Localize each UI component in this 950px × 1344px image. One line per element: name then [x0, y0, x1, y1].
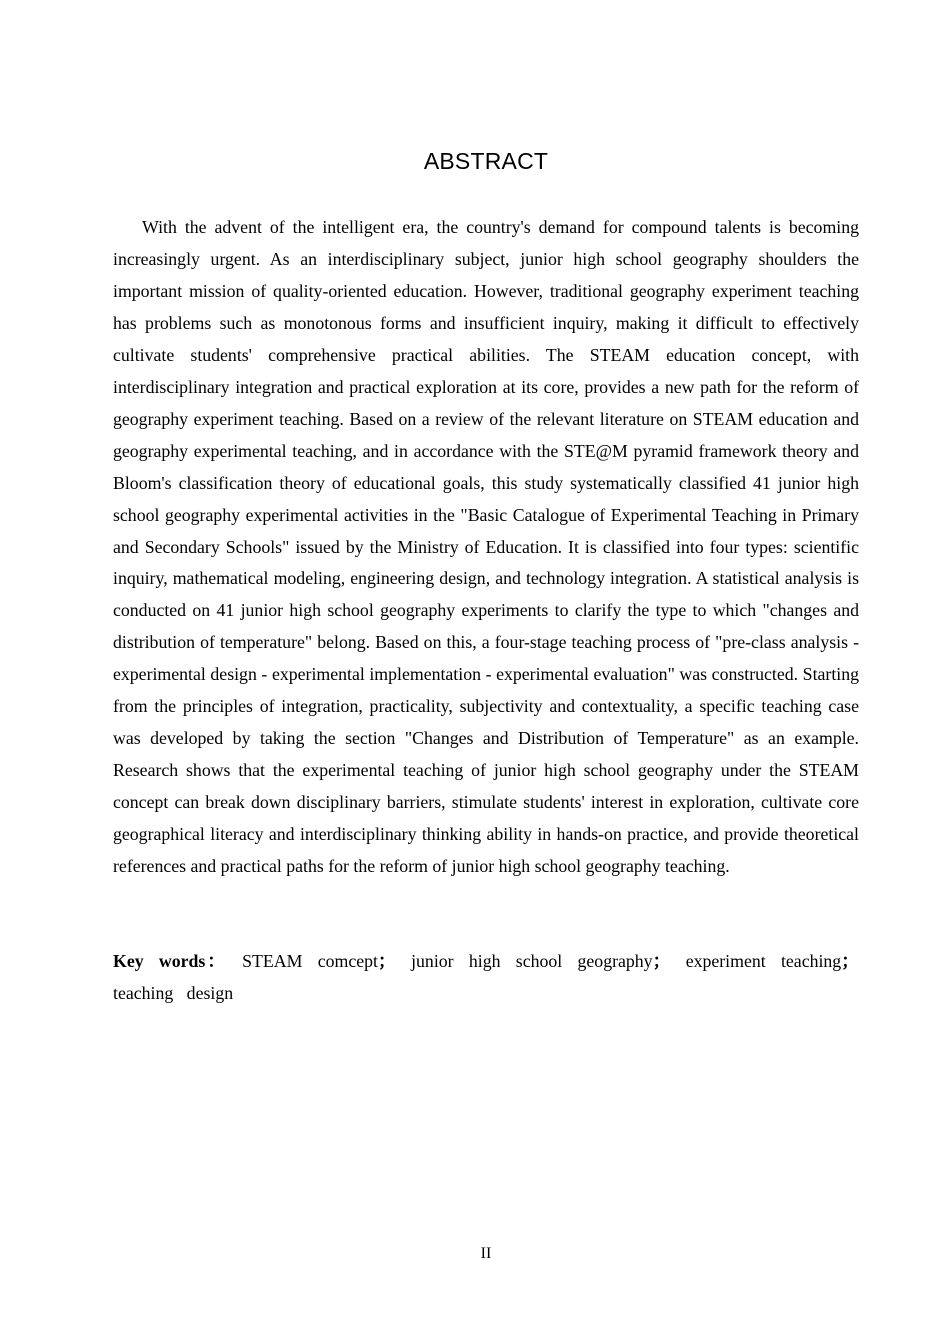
keyword-item: STEAM comcept: [242, 951, 378, 971]
keyword-item: teaching design: [113, 982, 234, 1003]
page-number: II: [480, 1245, 492, 1262]
keyword-item: junior high school geography: [411, 951, 653, 971]
keyword-item: experiment teaching: [685, 951, 842, 971]
keyword-separator: ；: [377, 951, 396, 971]
abstract-paragraph: With the advent of the intelligent era, the country's demand for compound talents is becoming increasingly urgent. As an interdisciplinary subject, junior high school geography shoulders the important mission of quality-oriented education. However, traditional geography experiment teaching has problems such as monotonous forms and insufficient inquiry, making it difficult to effectively cultivate students' comprehensive practical abilities. The STEAM education concept, with interdisciplinary integration and practical exploration at its core, provides a new path for the reform of geography experiment teaching. Based on a review of the relevant literature on STEAM education and geography experimental teaching, and in accordance with the STE@M pyramid framework theory and Bloom's classification theory of educational goals, this study systematically classified 41 junior high school geography experimental activities in the "Basic Catalogue of Experimental Teaching in Primary and Secondary Schools" issued by the Ministry of Education. It is classified into four types: scientific inquiry, mathematical modeling, engineering design, and technology integration. A statistical analysis is conducted on 41 junior high school geography experiments to clarify the type to which "changes and distribution of temperature" belong. Based on this, a four-stage teaching process of "pre-class analysis - experimental design - experimental implementation - experimental evaluation" was constructed. Starting from the principles of integration, practicality, subjectivity and contextuality, a specific teaching case was developed by taking the section "Changes and Distribution of Temperature" as an example. Research shows that the experimental teaching of junior high school geography under the STEAM concept can break down disciplinary barriers, stimulate students' interest in exploration, cultivate core geographical literacy and interdisciplinary thinking ability in hands-on practice, and provide theoretical references and practical paths for the reform of junior high school geography teaching.: [113, 217, 859, 877]
abstract-title: ABSTRACT: [423, 148, 549, 174]
keywords-label: Key words：: [113, 951, 227, 971]
keyword-separator: ；: [841, 951, 859, 971]
keyword-separator: ；: [652, 951, 671, 971]
keywords-line: [113, 946, 859, 1009]
